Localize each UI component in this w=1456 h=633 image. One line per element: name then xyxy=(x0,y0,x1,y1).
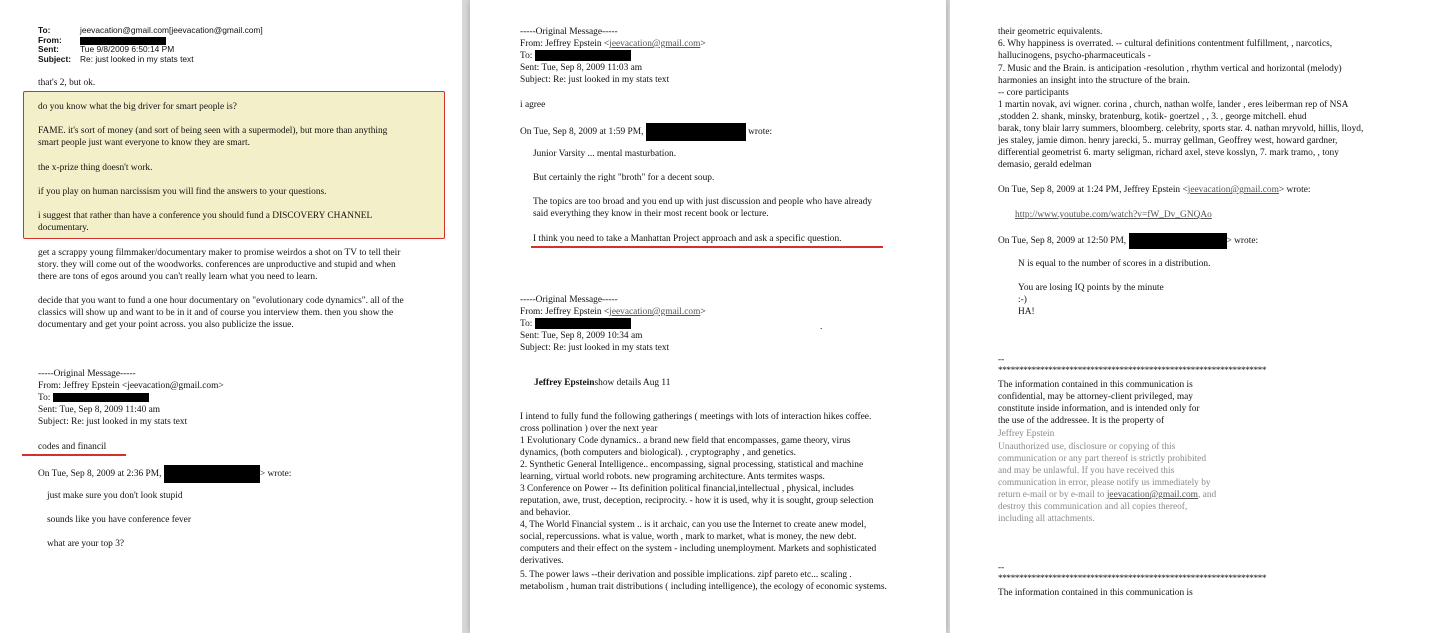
asterisk-rule: **************************************************************** xyxy=(998,366,1266,376)
reply-attribution: On Tue, Sep 8, 2009 at 12:50 PM, > wrote: xyxy=(998,233,1258,249)
original-to: To: xyxy=(520,50,631,62)
disclaimer-line: The information contained in this communication is xyxy=(998,588,1193,598)
redaction-bar xyxy=(1129,233,1227,249)
body-line: their geometric equivalents. xyxy=(998,27,1103,37)
disclaimer-line: communication or any part thereof is strictly prohibited xyxy=(998,454,1207,464)
body-line: 3 Conference on Power -- Its definition political financial,intellectual , physical, includes xyxy=(520,484,854,494)
body-line: cross pollination ) over the next year xyxy=(520,424,658,434)
body-line: -- core participants xyxy=(998,88,1069,98)
email-link[interactable]: jeevacation@gmail.com xyxy=(609,39,701,49)
quoted-line: just make sure you don't look stupid xyxy=(47,491,183,501)
body-line: demasio, gerald edelman xyxy=(998,160,1092,170)
email-sent-row: Sent: Tue 9/8/2009 6:50:14 PM xyxy=(38,44,175,54)
disclaimer-line: The information contained in this communication is xyxy=(998,380,1193,390)
disclaimer-line: and may be unlawful. If you have received this xyxy=(998,466,1175,476)
quoted-line: The topics are too broad and you end up with just discussion and people who have already xyxy=(533,197,872,207)
body-line: barak, tony blair larry summers, bloomberg. celebrity, sports star. 4. nathan mryvold, hillis, lloyd, xyxy=(998,124,1364,134)
body-line: ,stodden 2. shank, minsky, bratenburg, kotik- goertzel , , 3. , george mitchell. ehud xyxy=(998,112,1307,122)
show-details-line: Jeffrey Epsteinshow details Aug 11 xyxy=(534,378,671,388)
original-sent: Sent: Tue, Sep 8, 2009 10:34 am xyxy=(520,331,643,341)
quoted-line: HA! xyxy=(1018,307,1035,317)
highlight-line: do you know what the big driver for smart people is? xyxy=(38,102,237,112)
disclaimer-line: including all attachments. xyxy=(998,514,1095,524)
redaction-bar xyxy=(535,50,631,61)
body-line: dynamics, (both computers and biological). , cryptography , and genetics. xyxy=(520,448,796,458)
email-link[interactable]: jeevacation@gmail.com xyxy=(609,307,701,317)
original-sent: Sent: Tue, Sep 8, 2009 11:40 am xyxy=(38,405,161,415)
quoted-line: :-) xyxy=(1018,295,1027,305)
highlight-line: i suggest that rather than have a conference you should fund a DISCOVERY CHANNEL xyxy=(38,211,373,221)
original-message-header: -----Original Message----- xyxy=(520,27,618,37)
body-line: i agree xyxy=(520,100,546,110)
body-line: classics will show up and want to be in it and of course you interview them. then you show the xyxy=(38,308,394,318)
reply-attribution: On Tue, Sep 8, 2009 at 2:36 PM, > wrote: xyxy=(38,465,291,483)
quoted-line: said everything they know in their most recent book or lecture. xyxy=(533,209,769,219)
body-line: there are tons of egos around you can't really learn what you need to learn. xyxy=(38,272,318,282)
quoted-line: You are losing IQ points by the minute xyxy=(1018,283,1164,293)
body-line: get a scrappy young filmmaker/documentary maker to promise weirdos a shot on TV to tell their xyxy=(38,248,401,258)
body-line: jes staley, jamie dimon. henry jarecki, 5.. murray gellman, Geoffrey west, howard gardner, xyxy=(998,136,1338,146)
quoted-line: I think you need to take a Manhattan Project approach and ask a specific question. xyxy=(533,234,842,244)
redaction-bar xyxy=(164,465,260,483)
original-message-header: -----Original Message----- xyxy=(520,295,618,305)
disclaimer-line: the use of the addressee. It is the property of xyxy=(998,416,1165,426)
redaction-bar xyxy=(646,123,746,141)
highlight-line: FAME. it's sort of money (and sort of being seen with a supermodel), but more than anything xyxy=(38,126,388,136)
quoted-line: But certainly the right "broth" for a decent soup. xyxy=(533,173,715,183)
reply-attribution: On Tue, Sep 8, 2009 at 1:24 PM, Jeffrey Epstein <jeevacation@gmail.com> wrote: xyxy=(998,185,1311,195)
body-line: reputation, awe, trust, deception, reciprocity. - how it is used, why it is sought, group selection xyxy=(520,496,874,506)
quoted-line: N is equal to the number of scores in a distribution. xyxy=(1018,259,1211,269)
original-subject: Subject: Re: just looked in my stats text xyxy=(520,75,670,85)
email-link[interactable]: jeevacation@gmail.com xyxy=(1187,185,1279,195)
body-line: metabolism , human trait distributions ( including intelligence), the ecology of economic systems. xyxy=(520,582,887,592)
body-line: social, repercussions. what is value, worth , mark to market, what is money, the new debt. xyxy=(520,532,857,542)
body-line: 7. Music and the Brain. is anticipation -resolution , rhythm vertical and horizontal (melody) xyxy=(998,64,1342,74)
original-subject: Subject: Re: just looked in my stats text xyxy=(38,417,188,427)
body-line: 1 martin novak, avi wigner. corina , church, nathan wolfe, lander , eres leiberman rep of NSA xyxy=(998,100,1349,110)
original-message-header: -----Original Message----- xyxy=(38,369,136,379)
body-line: and behavior. xyxy=(520,508,571,518)
disclaimer-line: constitute inside information, and is intended only for xyxy=(998,404,1200,414)
body-line: hallucinogens, psycho-pharmaceuticals - xyxy=(998,51,1151,61)
body-line: differential geometrist 6. marty seligman, richard axel, steve kosslyn, 7. mark tramo, , tony xyxy=(998,148,1339,158)
youtube-link[interactable]: http://www.youtube.com/watch?v=fW_Dv_GNQAo xyxy=(1015,210,1212,220)
redaction-bar xyxy=(53,393,149,402)
red-underline xyxy=(531,246,883,248)
original-to: To: xyxy=(38,392,149,404)
disclaimer-line: communication in error, please notify us immediately by xyxy=(998,478,1211,488)
body-line: computers and their effect on the system - including unemployment. Markets and sophisticated xyxy=(520,544,877,554)
body-line: 2. Synthetic General Intelligence.. encompassing, signal processing, statistical and machine xyxy=(520,460,864,470)
intro-text: that's 2, but ok. xyxy=(38,78,96,88)
body-line: documentary and get your point across. you also publicize the issue. xyxy=(38,320,294,330)
body-line: I intend to fully fund the following gatherings ( meetings with lots of interaction hikes coffee. xyxy=(520,412,872,422)
body-line: story. they will come out of the woodworks. conferences are unproductive and stupid and when xyxy=(38,260,396,270)
signature-separator: -- xyxy=(998,563,1005,573)
body-line: derivatives. xyxy=(520,556,564,566)
body-line: 1 Evolutionary Code dynamics.. a brand new field that encompasses, game theory, virus xyxy=(520,436,851,446)
original-from: From: Jeffrey Epstein <jeevacation@gmail.com> xyxy=(520,307,706,317)
original-sent: Sent: Tue, Sep 8, 2009 11:03 am xyxy=(520,63,643,73)
original-from: From: Jeffrey Epstein <jeevacation@gmail.com> xyxy=(520,39,706,49)
highlight-line: smart people just want everyone to know they are smart. xyxy=(38,138,250,148)
red-underline xyxy=(22,454,126,456)
original-to: To: xyxy=(520,318,631,330)
disclaimer-line: return e-mail or by e-mail to jeevacation@gmail.com, and xyxy=(998,490,1217,500)
highlight-line: documentary. xyxy=(38,223,89,233)
email-link[interactable]: jeevacation@gmail.com xyxy=(1106,490,1198,500)
highlight-line: the x-prize thing doesn't work. xyxy=(38,163,153,173)
codes-text: codes and financil xyxy=(38,442,107,452)
body-line: 5. The power laws --their derivation and possible implications. zipf pareto etc... scaling . xyxy=(520,570,852,580)
quoted-line: Junior Varsity ... mental masturbation. xyxy=(533,149,677,159)
quoted-line: sounds like you have conference fever xyxy=(47,515,191,525)
document-page-2 xyxy=(470,0,946,633)
body-line: 6. Why happiness is overrated. -- cultural definitions contentment fulfillment, , narcotics, xyxy=(998,39,1333,49)
body-line: 4, The World Financial system .. is it archaic, can you use the Internet to create anew model, xyxy=(520,520,867,530)
email-to-row: To: jeevacation@gmail.com[jeevacation@gmail.com] xyxy=(38,25,263,35)
youtube-link-line xyxy=(1015,209,1212,221)
document-page-3 xyxy=(950,0,1456,633)
redaction-bar xyxy=(535,318,631,329)
signature-separator: -- xyxy=(998,355,1005,365)
original-from: From: Jeffrey Epstein <jeevacation@gmail.com> xyxy=(38,381,224,391)
document-page-1 xyxy=(0,0,462,633)
highlight-line: if you play on human narcissism you will find the answers to your questions. xyxy=(38,187,327,197)
reply-attribution: On Tue, Sep 8, 2009 at 1:59 PM, wrote: xyxy=(520,123,772,141)
body-line: decide that you want to fund a one hour documentary on "evolutionary code dynamics". all of the xyxy=(38,296,404,306)
stray-dot: . xyxy=(820,322,823,332)
original-subject: Subject: Re: just looked in my stats text xyxy=(520,343,670,353)
email-from-row: From: xyxy=(38,36,166,46)
disclaimer-line: Unauthorized use, disclosure or copying of this xyxy=(998,442,1176,452)
asterisk-rule: **************************************************************** xyxy=(998,574,1266,584)
disclaimer-line: confidential, may be attorney-client privileged, may xyxy=(998,392,1193,402)
disclaimer-name: Jeffrey Epstein xyxy=(998,429,1055,439)
body-line: learning, virtual world robots. new programing architecture. Ants termites wasps. xyxy=(520,472,825,482)
disclaimer-line: destroy this communication and all copies thereof, xyxy=(998,502,1188,512)
quoted-line: what are your top 3? xyxy=(47,539,125,549)
body-line: harmonies an insight into the structure of the brain. xyxy=(998,76,1190,86)
email-subject-row: Subject: Re: just looked in my stats text xyxy=(38,54,194,64)
